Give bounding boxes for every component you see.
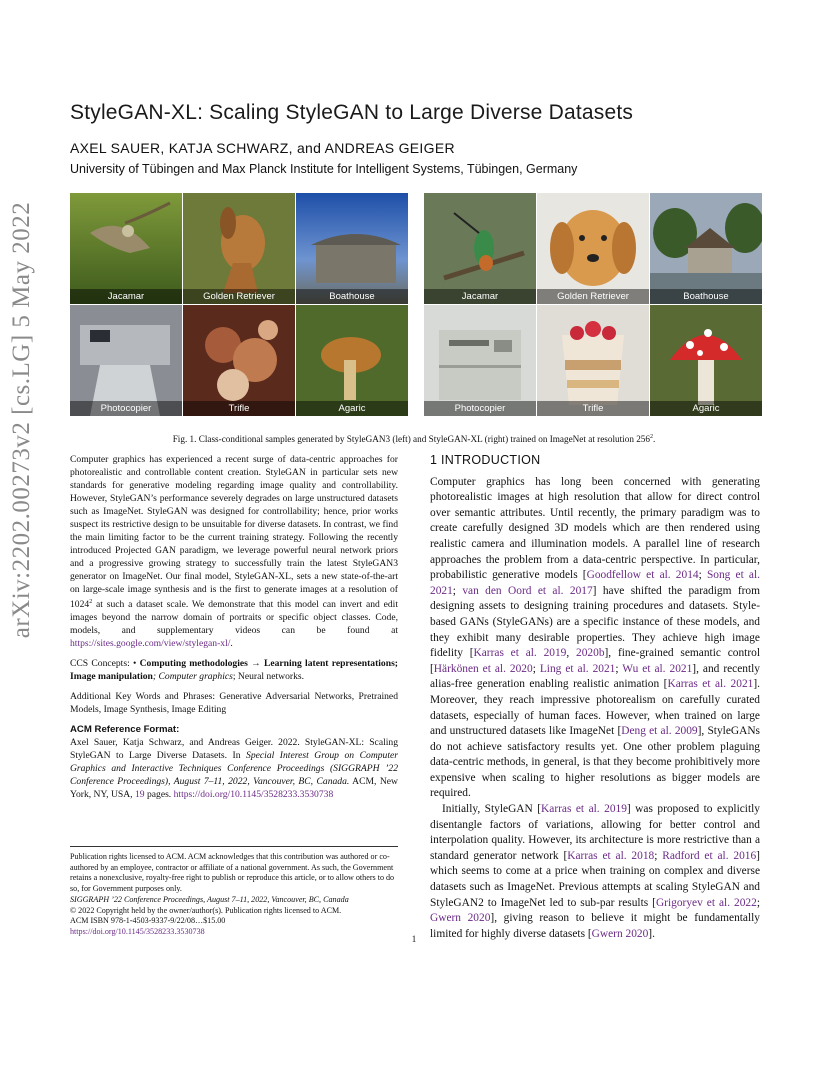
citation-link[interactable]: van den Oord et al. 2017 bbox=[462, 584, 593, 597]
intro-paragraph-2: Initially, StyleGAN [Karras et al. 2019] was proposed to explicitly disentangle factors of variations, allowing for better control and interpolation quality. However, its architecture is more restrictive than a standard generator network [Karras et al. 2018; Radford et al. 2016] which seems to come at a price when training on complex and diverse datasets such as ImageNet. Previous attempts at scaling StyleGAN and StyleGAN2 to ImageNet led to sub-par results [Grigoryev et al. 2022; Gwern 2020], giving reason to believe it might be fundamentally limited for highly diverse datasets [Gwern 2020]. bbox=[430, 803, 761, 940]
tile-label: Agaric bbox=[650, 401, 762, 416]
citation-link[interactable]: Song et al. 2021 bbox=[430, 569, 760, 597]
acm-reference-heading: ACM Reference Format: bbox=[70, 724, 180, 736]
doi-link[interactable]: https://doi.org/10.1145/3528233.3530738 bbox=[173, 789, 334, 801]
agaric-image bbox=[296, 305, 408, 416]
figure-right-grid bbox=[424, 193, 762, 416]
photocopier-image bbox=[70, 305, 182, 416]
conference-line: SIGGRAPH ’22 Conference Proceedings, August 7–11, 2022, Vancouver, BC, Canada bbox=[70, 894, 349, 904]
image-tile bbox=[296, 305, 408, 416]
golden-retriever-image bbox=[183, 193, 295, 304]
tile-label: Trifle bbox=[183, 401, 295, 416]
ccs-concepts: CCS Concepts: • Computing methodologies → Learning latent representations; Image manipulation; Computer graphics; Neural networks. bbox=[70, 658, 398, 683]
citation-link[interactable]: Radford et al. 2016 bbox=[662, 849, 757, 862]
citation-link[interactable]: Karras et al. 2019 bbox=[541, 803, 627, 816]
citation-link[interactable]: 2020b bbox=[576, 647, 605, 660]
jacamar-image bbox=[70, 193, 182, 304]
image-tile bbox=[70, 193, 182, 304]
tile-label: Jacamar bbox=[424, 289, 536, 304]
tile-label: Boathouse bbox=[650, 289, 762, 304]
tile-label: Golden Retriever bbox=[537, 289, 649, 304]
image-tile bbox=[183, 193, 295, 304]
paper-title: StyleGAN-XL: Scaling StyleGAN to Large Diverse Datasets bbox=[70, 101, 634, 124]
citation-link[interactable]: Gwern 2020 bbox=[591, 927, 649, 940]
photocopier-image bbox=[424, 305, 536, 416]
tile-label: Boathouse bbox=[296, 289, 408, 304]
citation-link[interactable]: Ling et al. 2021 bbox=[539, 662, 616, 675]
image-tile bbox=[650, 193, 762, 304]
boathouse-image bbox=[650, 193, 762, 304]
jacamar-image bbox=[424, 193, 536, 304]
figure-caption: Fig. 1. Class-conditional samples generated by StyleGAN3 (left) and StyleGAN-XL (right) trained on ImageNet at resolution $256^2$. bbox=[172, 434, 656, 445]
author-list: AXEL SAUER, KATJA SCHWARZ, and ANDREAS GEIGER bbox=[70, 140, 455, 156]
figure-left-grid bbox=[70, 193, 408, 416]
golden-retriever-image bbox=[537, 193, 649, 304]
agaric-image bbox=[650, 305, 762, 416]
tile-label: Photocopier bbox=[70, 401, 182, 416]
citation-link[interactable]: Deng et al. 2009 bbox=[621, 725, 698, 738]
affiliation: University of Tübingen and Max Planck Institute for Intelligent Systems, Tübingen, Germany bbox=[70, 162, 578, 176]
citation-link[interactable]: Karras et al. 2019 bbox=[473, 647, 567, 660]
footnote bbox=[70, 846, 398, 938]
citation-link[interactable]: Wu et al. 2021 bbox=[622, 662, 693, 675]
image-tile bbox=[424, 193, 536, 304]
section-heading: 1 INTRODUCTION bbox=[430, 453, 541, 467]
tile-label: Agaric bbox=[296, 401, 408, 416]
tile-label: Trifle bbox=[537, 401, 649, 416]
image-tile bbox=[296, 193, 408, 304]
citation-link[interactable]: Gwern 2020 bbox=[430, 912, 491, 925]
keywords: Additional Key Words and Phrases: Generative Adversarial Networks, Pretrained Models, Image Synthesis, Image Editing bbox=[70, 691, 398, 716]
trifle-image bbox=[183, 305, 295, 416]
arxiv-stamp-text: arXiv:2202.00273v2 [cs.LG] 5 May 2022 bbox=[8, 201, 35, 639]
isbn-line: ACM ISBN 978-1-4503-9337-9/22/08…$15.00 bbox=[70, 916, 226, 926]
acm-reference: Axel Sauer, Katja Schwarz, and Andreas Geiger. 2022. StyleGAN-XL: Scaling StyleGAN to Large Diverse Datasets. In Special Interest Group on Computer Graphics and Interactive Techniques Conference Proceedings (SIGGRAPH ’22 Conference Proceedings), August 7–11, 2022, Vancouver, BC, Canada. ACM, New York, NY, USA, 19 pages. https://doi.org/10.1145/3528233.3530738 bbox=[70, 737, 398, 801]
project-link[interactable]: https://sites.google.com/view/stylegan-xl/ bbox=[70, 638, 231, 650]
citation-link[interactable]: Grigoryev et al. 2022 bbox=[655, 896, 757, 909]
citation-link[interactable]: Karras et al. 2021 bbox=[667, 678, 754, 691]
tile-label: Jacamar bbox=[70, 289, 182, 304]
image-tile bbox=[650, 305, 762, 416]
boathouse-image bbox=[296, 193, 408, 304]
image-tile bbox=[183, 305, 295, 416]
copyright-line: © 2022 Copyright held by the owner/author(s). Publication rights licensed to ACM. bbox=[70, 905, 342, 915]
intro-paragraph-1: Computer graphics has long been concerned with generating photorealistic images at high resolution that allow for direct control over semantic attributes. Until recently, the primary paradigm was to create carefully designed 3D models which are then rendered using realistic camera and illumination models. A parallel line of research approaches the problem from a data-centric perspective. In particular, probabilistic generative models [Goodfellow et al. 2014; Song et al. 2021; van den Oord et al. 2017] have shifted the paradigm from designing assets to designing training procedures and datasets. Style-based GANs (StyleGANs) are a specific instance of these models, and they exhibit many desirable properties. They achieve high image fidelity [Karras et al. 2019, 2020b], fine-grained semantic control [Härkönen et al. 2020; Ling et al. 2021; Wu et al. 2021], and recently alias-free generation enabling realistic animation [Karras et al. 2021]. Moreover, they reach impressive photorealism on carefully curated datasets, especially of human faces. However, when trained on large and unstructured datasets like ImageNet [Deng et al. 2009], StyleGANs do not achieve satisfactory results yet. One other problem plaguing data-centric methods, in general, is that they become prohibitively more expensive when scaling to higher resolutions as bigger models are required. bbox=[430, 475, 760, 800]
citation-link[interactable]: Karras et al. 2018 bbox=[567, 849, 655, 862]
pages-link[interactable]: 19 bbox=[134, 789, 145, 801]
image-tile bbox=[537, 193, 649, 304]
image-tile bbox=[537, 305, 649, 416]
trifle-image bbox=[537, 305, 649, 416]
left-column bbox=[70, 453, 398, 808]
tile-label: Photocopier bbox=[424, 401, 536, 416]
citation-link[interactable]: Goodfellow et al. 2014 bbox=[586, 569, 699, 582]
right-column bbox=[430, 453, 760, 942]
footnote-doi-link[interactable]: https://doi.org/10.1145/3528233.3530738 bbox=[70, 926, 205, 936]
image-tile bbox=[70, 305, 182, 416]
citation-link[interactable]: Härkönen et al. 2020 bbox=[433, 662, 533, 675]
image-tile bbox=[424, 305, 536, 416]
page-number: 1 bbox=[411, 934, 417, 944]
tile-label: Golden Retriever bbox=[183, 289, 295, 304]
abstract: Computer graphics has experienced a recent surge of data-centric approaches for photorealistic and controllable content creation. StyleGAN in particular sets new standards for generative modeling regarding image quality and controllability. However, StyleGAN’s performance severely degrades on large unstructured datasets such as ImageNet. StyleGAN was designed for controllability; hence, prior works suspect its restrictive design to be unsuitable for diverse datasets. In contrast, we find the main limiting factor to be the current training strategy. Following the recently introduced Projected GAN paradigm, we leverage powerful neural network priors and a progressive growing strategy to successfully train the latest StyleGAN3 generator on ImageNet. Our final model, StyleGAN-XL, sets a new state-of-the-art on large-scale image synthesis and is the first to generate images at a resolution of 1024$^2$ at such a dataset scale. We demonstrate that this model can invert and edit images beyond the narrow domain of portraits or specific object classes. Code, models, and supplementary videos can be found at https://sites.google.com/view/stylegan-xl/. bbox=[70, 454, 398, 650]
rights-text: Publication rights licensed to ACM. ACM acknowledges that this contribution was authored or co-authored by an employee, contractor or affiliate of a national government. As such, the Government retains a nonexclusive, royalty-free right to publish or reproduce this article, or to allow others to do so, for Government purposes only. bbox=[70, 852, 395, 894]
